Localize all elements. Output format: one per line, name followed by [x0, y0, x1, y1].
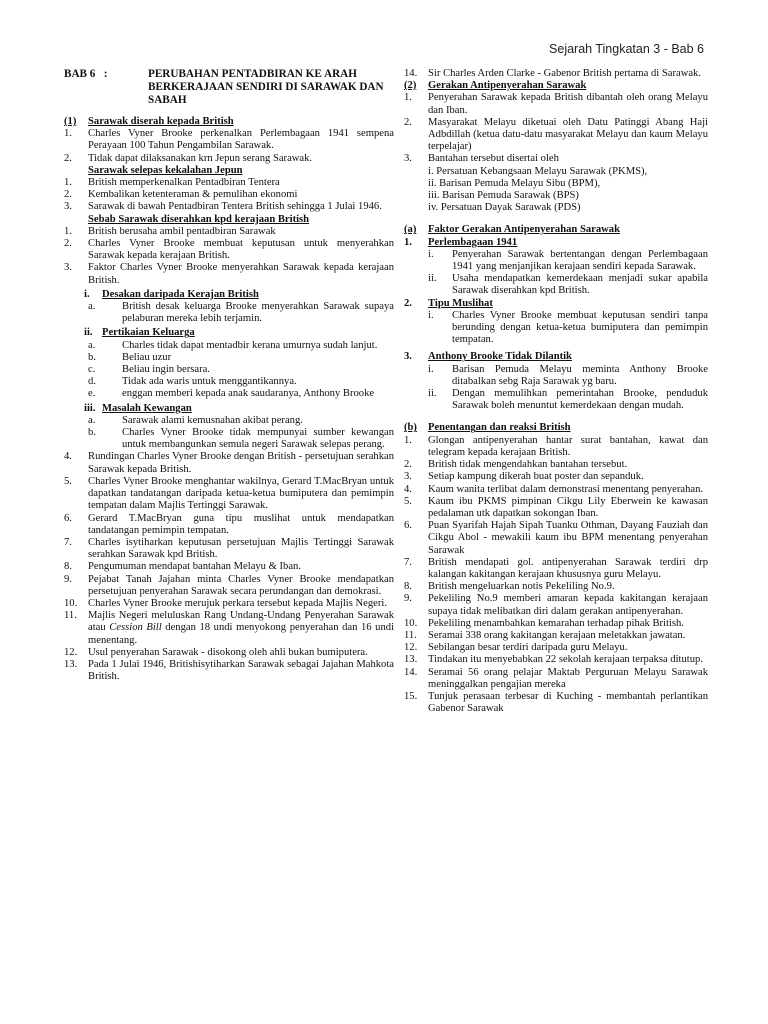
item-number: 9. [404, 593, 412, 605]
list-item [64, 537, 394, 561]
item-number: 10. [404, 617, 418, 629]
item-number: e. [88, 388, 96, 400]
list-item: 11. Majlis Negeri meluluskan Rang Undang-Undang Penyerahan Sarawak atau Cession Bill dengan 18 undi menyokong penyerahan dan 16 undi menentang. [64, 610, 395, 646]
list-right-a [404, 92, 708, 165]
section-heading: (a) Faktor Gerakan Antipenyerahan Sarawak [404, 224, 620, 236]
item-text: Faktor Charles Vyner Brooke menyerahkan Sarawak kepada kerajaan British. [88, 262, 394, 286]
section-heading: (b) Penentangan dan reaksi British [404, 422, 571, 434]
org-item: iv. Persatuan Dayak Sarawak (PDS) [428, 202, 581, 214]
item-text: Kaum wanita terlibat dalam demonstrasi menentang penyerahan. [428, 483, 704, 495]
list-item [64, 128, 394, 152]
list-item [64, 177, 394, 189]
chapter-title [64, 68, 394, 107]
item-number: 10. [64, 597, 78, 609]
org-item: iii. Barisan Pemuda Sarawak (BPS) [428, 190, 579, 202]
item-number: 3. [404, 471, 412, 483]
list-item [64, 262, 394, 286]
item-text: Setiap kampung dikerah buat poster dan sepanduk. [428, 471, 644, 483]
item-number: 9. [64, 573, 72, 585]
roman-heading: iii. Masalah Kewangan [84, 402, 192, 414]
subheading: Sebab Sarawak diserahkan kpd kerajaan British [88, 213, 310, 225]
list-f3 [404, 364, 708, 413]
item-text: Beliau ingin bersara. [122, 364, 210, 376]
list-item [64, 201, 394, 213]
item-text: Kaum ibu PKMS pimpinan Cikgu Lily Eberwein ke kawasan pedalaman utk dapatkan sokongan Iban. [428, 495, 708, 519]
list-item [404, 642, 708, 654]
list-item [404, 435, 708, 459]
item-text: British mengeluarkan notis Pekeliling No.9. [428, 581, 615, 593]
list-item [404, 520, 708, 557]
section-heading: (1) Sarawak diserah kepada British [64, 116, 234, 127]
item-number: ii. [428, 273, 437, 285]
item-number: b. [88, 351, 96, 363]
list-item [404, 388, 708, 412]
item-text: Pejabat Tanah Jajahan minta Charles Vyner Brooke mendapatkan persetujuan penyerahan Sarawak secara perundangan dan demokrasi. [88, 573, 394, 597]
list-item [404, 310, 708, 347]
list-items-c [64, 226, 394, 287]
item-number: 12. [64, 646, 78, 658]
list-items-d [64, 451, 394, 610]
item-number: 4. [404, 483, 412, 495]
list-item [64, 301, 394, 325]
cession-bill-term: Cession Bill [109, 622, 162, 634]
item-text: Charles Vyner Brooke membuat keputusan sendiri tanpa berunding dengan ketua-ketua bumiputera dan pemimpin tempatan. [452, 309, 708, 346]
item-text: Usul penyerahan Sarawak - disokong oleh ahli bukan bumiputera. [88, 646, 368, 658]
list-item [404, 630, 708, 642]
item-text: Dengan memulihkan pemerintahan Brooke, penduduk Sarawak boleh menuntut kemerdekaan dengan mudah. [452, 388, 708, 412]
item-number: 6. [64, 512, 72, 524]
item-text: British desak keluarga Brooke menyerahkan Sarawak supaya pelaburan mereka lebih terjamin. [122, 301, 394, 325]
list-item [64, 647, 394, 659]
list-r3 [64, 415, 394, 452]
item-text: Tindakan itu menyebabkan 22 sekolah kerajaan terpaksa ditutup. [428, 654, 703, 666]
item-number: 2. [404, 459, 412, 471]
item-number: 3. [64, 201, 72, 213]
section-heading: (2) Gerakan Antipenyerahan Sarawak [404, 80, 587, 92]
item-number: 1. [64, 177, 72, 189]
item-text: Pekeliling menambahkan kemarahan terhadap pihak British. [428, 617, 684, 629]
list-item [64, 427, 394, 451]
list-item [404, 667, 708, 691]
list-items-a [64, 128, 394, 165]
item-number: a. [88, 339, 96, 351]
item-text: Masyarakat Melayu diketuai oleh Datu Patinggi Abang Haji Adbdillah (ketua datu-datu masyarakat Melayu dan kaum Melayu terpelajar) [428, 116, 708, 153]
item-text: Beliau uzur [122, 351, 172, 363]
list-item [64, 574, 394, 598]
item-number: 4. [64, 451, 72, 463]
list-item [64, 388, 394, 400]
list-f2 [404, 310, 708, 347]
list-item [404, 557, 708, 581]
list-item [404, 581, 708, 593]
item-number: 11. [404, 629, 417, 641]
chapter-label: BAB 6 : [64, 68, 108, 80]
item-number: a. [88, 414, 96, 426]
item-number: i. [428, 363, 434, 375]
item-number: b. [88, 427, 96, 439]
list-right-b [404, 435, 708, 716]
item-text: Pekeliling No.9 memberi amaran kepada kakitangan kerajaan supaya tidak melibatkan diri dalam gerakan antipenyerahan. [428, 593, 708, 617]
list-item [404, 153, 708, 165]
item-text: Glongan antipenyerahan hantar surat bantahan, kawat dan telegram kepada kerajaan British. [428, 434, 708, 458]
item-number: 15. [404, 690, 418, 702]
item-text: enggan memberi kepada anak saudaranya, Anthony Brooke [122, 388, 375, 400]
item-text: British tidak mengendahkan bantahan tersebut. [428, 459, 628, 471]
item-number: 3. [404, 153, 412, 165]
item-number: 2. [64, 152, 72, 164]
subheading: Sarawak selepas kekalahan Jepun [88, 164, 243, 176]
item-number: 13. [404, 654, 418, 666]
list-item [64, 238, 394, 262]
page-header: Sejarah Tingkatan 3 - Bab 6 [549, 42, 704, 56]
list-r1 [64, 301, 394, 325]
list-item [404, 471, 708, 483]
list-item [404, 364, 708, 388]
item-text: British mendapati gol. antipenyerahan Sarawak terdiri drp kalangan kakitangan kerajaan khususnya guru Melayu. [428, 556, 708, 580]
org-item: ii. Barisan Pemuda Melayu Sibu (BPM), [428, 177, 601, 189]
right-column [404, 68, 708, 715]
item-text: Charles Vyner Brooke merujuk perkara tersebut kepada Majlis Negeri. [88, 597, 387, 609]
item-number: 1. [64, 225, 72, 237]
item-text: Penyerahan Sarawak bertentangan dengan Perlembagaan 1941 yang menjanjikan kerajaan sendiri kepada Sarawak. [452, 248, 708, 273]
item-number: 8. [64, 561, 72, 573]
item-number: 5. [404, 495, 412, 507]
item-text: Charles isytiharkan keputusan persetujuan Majlis Tertinggi Sarawak serahkan Sarawak kpd British. [88, 536, 394, 561]
item-text: Tidak dapat dilaksanakan krn Jepun serang Sarawak. [88, 152, 313, 164]
item-number: d. [88, 376, 96, 388]
item-text: Tidak ada waris untuk menggantikannya. [122, 376, 297, 388]
item-number: 1. [404, 92, 412, 104]
item-number: i. [428, 248, 434, 260]
list-item [64, 659, 394, 683]
factor-heading: 3. Anthony Brooke Tidak Dilantik [404, 351, 572, 363]
item-number: 14. [404, 666, 418, 678]
item-text: Penyerahan Sarawak kepada British dibantah oleh orang Melayu dan Iban. [428, 92, 708, 116]
list-item [64, 476, 394, 513]
item-text: Gerard T.MacBryan guna tipu muslihat untuk mendapatkan tandatangan pemimpin tempatan. [88, 512, 394, 536]
item-text: British memperkenalkan Pentadbiran Tentera [88, 177, 280, 189]
list-item [404, 593, 708, 617]
list-f1 [404, 249, 708, 298]
list-item [404, 484, 708, 496]
roman-heading: ii. Pertikaian Keluarga [84, 327, 195, 339]
item-number: i. [428, 309, 434, 321]
list-item [404, 117, 708, 154]
item-text: Bantahan tersebut disertai oleh [428, 153, 559, 165]
item-text: Pada 1 Julai 1946, Britishisytiharkan Sarawak sebagai Jajahan Mahkota British. [88, 658, 394, 683]
item-text: Usaha mendapatkan kemerdekaan menjadi sukar apabila Sarawak diserahkan kpd British. [452, 273, 708, 297]
item-text: Charles Vyner Brooke menghantar wakilnya, Gerard T.MacBryan untuk dapatkan tandatangan daripada ketua-ketua bumiputera dan pemimpin tempatan dalam Majlis Tertinggi Sarawak. [88, 475, 394, 512]
item-text: Charles Vyner Brooke membuat keputusan untuk menyerahkan Sarawak kepada kerajaan British. [88, 238, 394, 262]
item-text: Seramai 338 orang kakitangan kerajaan meletakkan jawatan. [428, 629, 686, 641]
list-item [64, 376, 394, 388]
list-item [64, 340, 394, 352]
list-item [404, 273, 708, 297]
list-item [404, 92, 708, 116]
item-number: ii. [428, 388, 437, 400]
item-text: Seramai 56 orang pelajar Maktab Perguruan Melayu Sarawak meninggalkan pengajian mereka [428, 666, 708, 690]
list-item [64, 415, 394, 427]
list-item [404, 691, 708, 715]
item-number: 7. [64, 536, 72, 548]
item-number: 2. [404, 116, 412, 128]
list-items-b [64, 177, 394, 214]
org-list [404, 166, 708, 215]
item-text: Pengumuman mendapat bantahan Melayu & Iban. [88, 561, 301, 573]
item-number: 2. [64, 189, 72, 201]
item-number: 5. [64, 475, 72, 487]
item-number: 7. [404, 556, 412, 568]
item-text: Rundingan Charles Vyner Brooke dengan British - persetujuan serahkan Sarawak kepada British. [88, 451, 394, 475]
item-text: Sarawak di bawah Pentadbiran Tentera British sehingga 1 Julai 1946. [88, 201, 382, 213]
item-number: 2. [64, 238, 72, 250]
list-item [64, 352, 394, 364]
list-item [64, 451, 394, 475]
chapter-title-text: PERUBAHAN PENTADBIRAN KE ARAH BERKERAJAAN SENDIRI DI SARAWAK DAN SABAH [148, 68, 384, 106]
item-number: 8. [404, 581, 412, 593]
item-number: 1. [64, 128, 72, 140]
item-number: 1. [404, 434, 412, 446]
list-item [64, 153, 394, 165]
org-item: i. Persatuan Kebangsaan Melayu Sarawak (PKMS), [428, 165, 648, 177]
list-item: 14. Sir Charles Arden Clarke - Gabenor British pertama di Sarawak. [404, 68, 702, 79]
roman-heading: i. Desakan daripada Kerajan British [84, 288, 259, 300]
item-text: Charles tidak dapat mentadbir kerana umurnya sudah lanjut. [122, 339, 378, 351]
list-item [64, 561, 394, 573]
item-number: 12. [404, 642, 418, 654]
item-text: British berusaha ambil pentadbiran Sarawak [88, 225, 276, 237]
list-item [64, 598, 394, 610]
item-text: Sarawak alami kemusnahan akibat perang. [122, 414, 303, 426]
factor-heading: 2. Tipu Muslihat [404, 297, 493, 309]
item-text: Tunjuk perasaan terbesar di Kuching - membantah perlantikan Gabenor Sarawak [428, 690, 708, 715]
list-item [404, 654, 708, 666]
list-item [64, 364, 394, 376]
list-item [64, 226, 394, 238]
list-item [64, 513, 394, 537]
item-text: Barisan Pemuda Melayu meminta Anthony Brooke ditabalkan sebg Raja Sarawak yg baru. [452, 363, 708, 387]
list-items-e [64, 647, 394, 684]
list-item [404, 459, 708, 471]
list-item [404, 496, 708, 520]
left-column [64, 68, 394, 683]
item-number: c. [88, 364, 96, 376]
item-text: Charles Vyner Brooke perkenalkan Perlembagaan 1941 sempena Perayaan 100 Tahun Pengambilan Sarawak. [88, 128, 394, 152]
factor-heading: 1. Perlembagaan 1941 [404, 236, 518, 248]
item-number: 3. [64, 262, 72, 274]
item-text: Sebilangan besar terdiri daripada guru Melayu. [428, 642, 628, 654]
item-text: Puan Syarifah Hajah Sipah Tuanku Othman, Dayang Fauziah dan Cikgu Abol - mewakili kaum ibu BPM menentang penyerahan Sarawak [428, 520, 708, 556]
list-item [64, 189, 394, 201]
list-r2 [64, 340, 394, 401]
item-number: a. [88, 301, 96, 313]
item-number: 6. [404, 520, 412, 532]
item-text: Charles Vyner Brooke tidak mempunyai sumber kewangan untuk membangunkan semula negeri Sarawak selepas perang. [122, 427, 394, 451]
item-text: Kembalikan ketenteraman & pemulihan ekonomi [88, 189, 298, 201]
item-number: 13. [64, 658, 78, 670]
list-item [404, 618, 708, 630]
list-item [404, 249, 708, 273]
